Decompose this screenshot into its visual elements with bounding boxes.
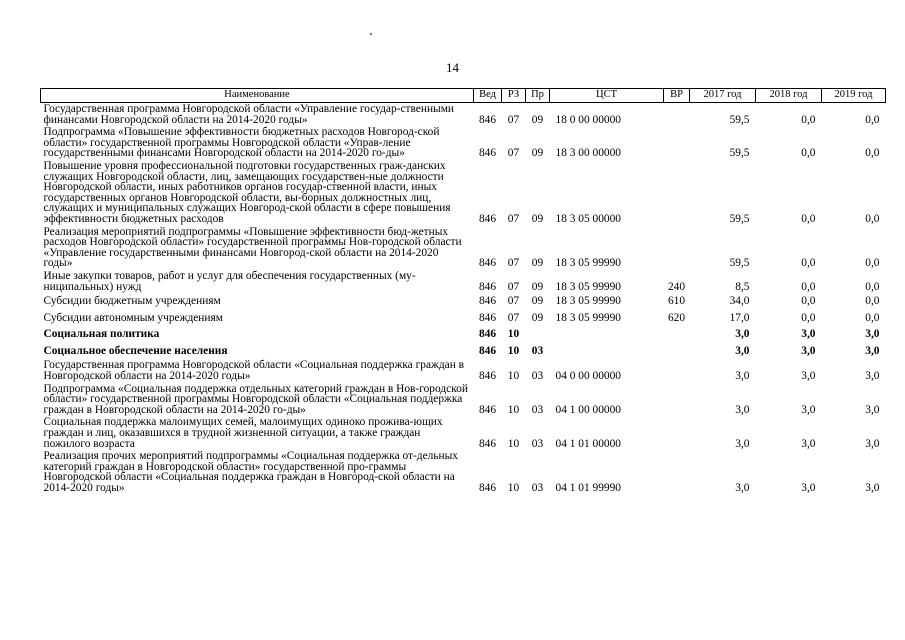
row-name: Субсидии автономным учреждениям [43, 311, 223, 324]
row-pr: 03 [531, 437, 544, 450]
table-row [41, 450, 886, 494]
row-rz: 07 [507, 113, 520, 126]
row-ved: 846 [478, 257, 497, 270]
row-name: Социальное обеспечение населения [43, 344, 228, 357]
row-ved: 846 [478, 403, 497, 416]
row-cst: 18 3 05 99990 [555, 295, 621, 308]
row-2018: 3,0 [801, 403, 816, 416]
table-row [41, 270, 886, 293]
row-cst: 18 3 00 00000 [555, 147, 621, 160]
row-2018: 3,0 [801, 437, 816, 450]
row-ved: 846 [478, 344, 497, 357]
row-pr [526, 326, 550, 343]
row-2019: 0,0 [865, 257, 880, 270]
row-2019: 0,0 [865, 212, 880, 225]
row-vr [664, 450, 690, 494]
row-vr: 610 [667, 295, 686, 308]
row-pr: 03 [531, 482, 544, 494]
row-vr [664, 383, 690, 417]
table-row [41, 310, 886, 327]
row-rz: 10 [507, 437, 520, 450]
row-rz: 10 [507, 403, 520, 416]
row-pr: 09 [531, 113, 544, 126]
row-ved: 846 [478, 311, 497, 324]
page-number: 14 [446, 60, 459, 75]
row-vr [664, 160, 690, 226]
row-vr [664, 103, 690, 127]
row-vr [664, 343, 690, 360]
header-pr: Пр [526, 89, 550, 103]
row-cst: 18 3 05 00000 [555, 212, 621, 225]
row-2018: 0,0 [801, 147, 816, 160]
row-pr: 09 [531, 311, 544, 324]
row-2017: 17,0 [729, 311, 750, 324]
row-2018: 3,0 [801, 482, 816, 494]
row-vr: 620 [667, 311, 686, 324]
row-name: Иные закупки товаров, работ и услуг для обеспечения государственных (му-ниципальных) нужд [43, 269, 416, 293]
row-rz: 07 [507, 147, 520, 160]
row-vr [664, 326, 690, 343]
row-ved: 846 [478, 437, 497, 450]
row-name: Реализация прочих мероприятий подпрограммы «Социальная поддержка от-дельных категорий граждан в Новгородской области» государственной про-граммы Новгородской области «Социальная поддержка граждан в Новгород-ской области на 2014-2020 годы» [43, 450, 458, 494]
row-2018: 0,0 [801, 295, 816, 308]
row-pr: 03 [531, 403, 544, 416]
row-ved: 846 [478, 482, 497, 494]
row-pr: 09 [531, 280, 544, 293]
row-2019: 3,0 [865, 437, 880, 450]
table-row [41, 359, 886, 382]
row-2018: 0,0 [801, 212, 816, 225]
row-pr: 03 [531, 370, 544, 383]
row-cst: 18 3 05 99990 [555, 280, 621, 293]
row-rz: 07 [507, 280, 520, 293]
header-2017: 2017 год [690, 89, 756, 103]
row-ved: 846 [478, 147, 497, 160]
row-2018: 3,0 [801, 328, 816, 341]
row-2019: 0,0 [865, 280, 880, 293]
header-2019: 2019 год [822, 89, 886, 103]
row-2017: 8,5 [735, 280, 750, 293]
row-2017: 34,0 [729, 295, 750, 308]
row-2017: 3,0 [735, 328, 750, 341]
row-vr [664, 226, 690, 270]
row-2017: 59,5 [729, 257, 750, 270]
header-2018: 2018 год [756, 89, 822, 103]
row-pr: 03 [531, 344, 544, 357]
row-cst: 04 1 01 00000 [555, 437, 621, 450]
row-rz: 07 [507, 295, 520, 308]
row-name: Социальная поддержка малоимущих семей, малоимущих одиноко прожива-ющих граждан и лиц, оказавшихся в трудной жизненной ситуации, а также граждан пожилого возраста [43, 416, 443, 450]
row-cst: 04 0 00 00000 [555, 370, 621, 383]
row-rz: 10 [507, 370, 520, 383]
row-rz: 10 [507, 482, 520, 494]
row-2017: 3,0 [735, 437, 750, 450]
scan-speck [370, 33, 372, 35]
row-2018: 3,0 [801, 344, 816, 357]
row-2017: 59,5 [729, 212, 750, 225]
row-name: Подпрограмма «Социальная поддержка отдельных категорий граждан в Нов-городской области» государственной программы Новгородской области «Социальная поддержка граждан в Новгородской области на 2014-2020 го-ды» [43, 382, 468, 416]
row-2018: 0,0 [801, 257, 816, 270]
row-vr [664, 126, 690, 160]
budget-table [40, 88, 886, 495]
row-2017: 59,5 [729, 113, 750, 126]
row-vr [664, 359, 690, 382]
row-ved: 846 [478, 113, 497, 126]
header-name: Наименование [41, 89, 474, 103]
table-row [41, 226, 886, 270]
row-2017: 59,5 [729, 147, 750, 160]
row-vr: 240 [667, 280, 686, 293]
header-vr: ВР [664, 89, 690, 103]
table-header-row [41, 89, 886, 103]
row-2019: 0,0 [865, 147, 880, 160]
row-cst [550, 326, 664, 343]
row-ved: 846 [478, 212, 497, 225]
row-2018: 0,0 [801, 280, 816, 293]
header-cst: ЦСТ [550, 89, 664, 103]
row-name: Реализация мероприятий подпрограммы «Повышение эффективности бюд-жетных расходов Новгородской области» государственной программы Нов-городской области «Управление государственными финансами Новгород-ской области на 2014-2020 годы» [43, 225, 462, 270]
row-name: Государственная программа Новгородской области «Социальная поддержка граждан в Новгородской области на 2014-2020 годы» [43, 359, 465, 383]
row-2017: 3,0 [735, 370, 750, 383]
row-2019: 3,0 [865, 344, 880, 357]
row-name: Субсидии бюджетным учреждениям [43, 295, 221, 308]
row-pr: 09 [531, 257, 544, 270]
row-rz: 10 [507, 328, 520, 341]
row-ved: 846 [478, 370, 497, 383]
row-vr [664, 416, 690, 450]
row-name: Подпрограмма «Повышение эффективности бюджетных расходов Новгород-ской области» государственной программы Новгородской области «Управ-ление государственными финансами Новгородской области на 2014-2020 го-ды» [43, 126, 440, 160]
table-row [41, 326, 886, 343]
row-2019: 3,0 [865, 403, 880, 416]
row-cst: 04 1 01 99990 [555, 482, 621, 494]
header-ved: Вед [474, 89, 502, 103]
row-rz: 07 [507, 257, 520, 270]
row-pr: 09 [531, 295, 544, 308]
row-rz: 10 [507, 344, 520, 357]
row-2019: 3,0 [865, 482, 880, 494]
row-2019: 0,0 [865, 311, 880, 324]
row-2017: 3,0 [735, 344, 750, 357]
row-cst: 18 3 05 99990 [555, 311, 621, 324]
row-ved: 846 [478, 280, 497, 293]
row-rz: 07 [507, 212, 520, 225]
row-2019: 0,0 [865, 295, 880, 308]
table-row [41, 343, 886, 360]
row-rz: 07 [507, 311, 520, 324]
table-row [41, 293, 886, 310]
table-row [41, 160, 886, 226]
row-2019: 0,0 [865, 113, 880, 126]
row-2017: 3,0 [735, 403, 750, 416]
row-pr: 09 [531, 147, 544, 160]
row-cst [550, 343, 664, 360]
row-name: Повышение уровня профессиональной подготовки государственных граж-данских служащих Новгородской области, лиц, замещающих государствен-ные должности Новгородской области, иных работников органов государ-ственной власти, иных государственных органов Новгородской области, вы-борных должностных лиц, служащих и муниципальных служащих Новгород-ской области в сфере повышения эффективности бюджетных расходов [43, 159, 451, 225]
row-2018: 0,0 [801, 113, 816, 126]
row-ved: 846 [478, 328, 497, 341]
row-ved: 846 [478, 295, 497, 308]
row-2017: 3,0 [735, 482, 750, 494]
row-cst: 18 3 05 99990 [555, 257, 621, 270]
table-row [41, 416, 886, 450]
table-row [41, 383, 886, 417]
table-row [41, 126, 886, 160]
row-name: Государственная программа Новгородской области «Управление государ-ственными финансами Новгородской области на 2014-2020 годы» [43, 103, 454, 126]
header-rz: РЗ [502, 89, 526, 103]
row-2018: 3,0 [801, 370, 816, 383]
row-cst: 04 1 00 00000 [555, 403, 621, 416]
row-2019: 3,0 [865, 328, 880, 341]
row-2018: 0,0 [801, 311, 816, 324]
row-name: Социальная политика [43, 328, 160, 341]
row-2019: 3,0 [865, 370, 880, 383]
table-row [41, 103, 886, 127]
row-cst: 18 0 00 00000 [555, 113, 621, 126]
row-pr: 09 [531, 212, 544, 225]
